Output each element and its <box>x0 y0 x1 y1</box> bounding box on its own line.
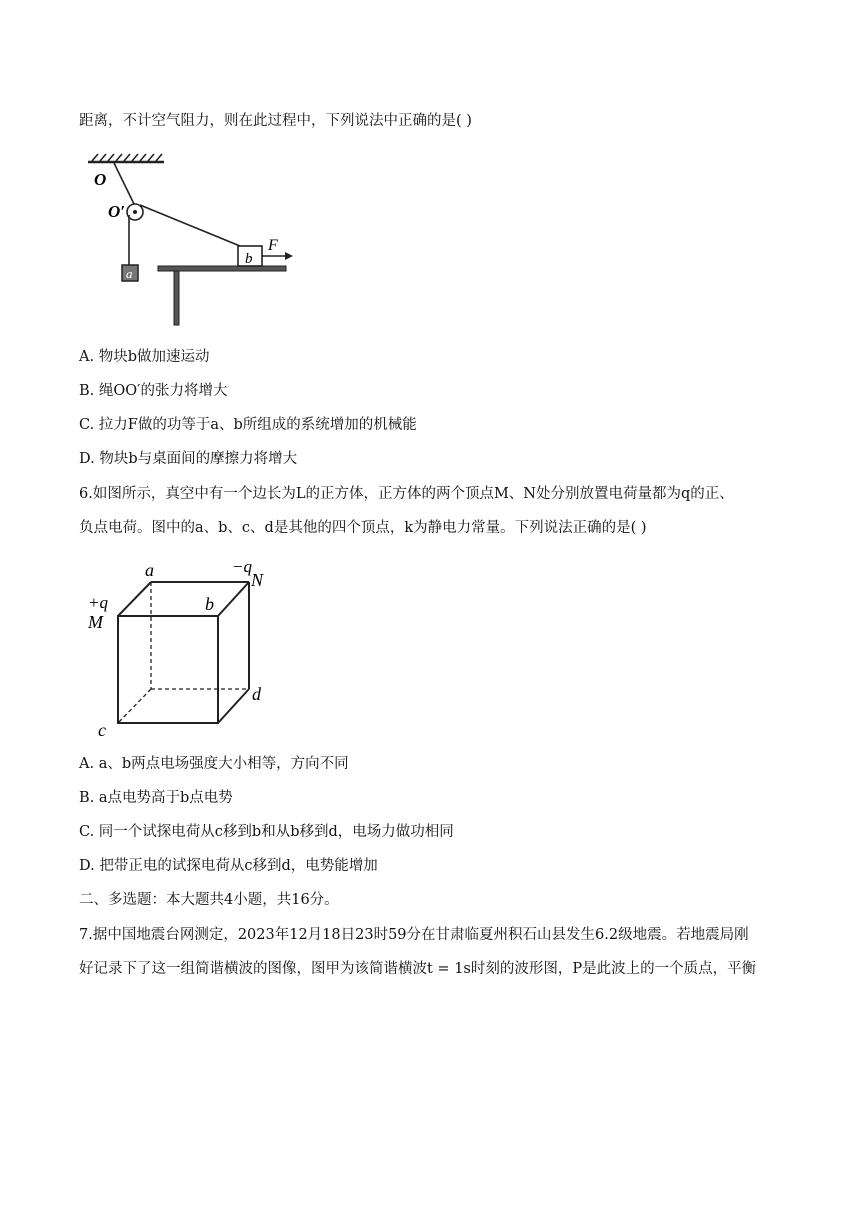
label-b: b <box>245 251 253 267</box>
label-vertex-d: d <box>252 684 261 704</box>
rope-oo-prime <box>114 163 135 206</box>
option-d: D. 物块b与桌面间的摩擦力将增大 <box>79 451 298 467</box>
section-heading-multiple-choice: 二、多选题：本大题共4小题，共16分。 <box>79 892 339 908</box>
q6-option-a: A. a、b两点电场强度大小相等，方向不同 <box>79 756 349 772</box>
force-arrowhead <box>285 252 293 260</box>
label-vertex-m: M <box>88 612 103 632</box>
q6-option-c: C. 同一个试探电荷从c移到b和从b移到d，电场力做功相同 <box>79 824 454 840</box>
question-stem-text: 距离，不计空气阻力，则在此过程中，下列说法中正确的是( ) <box>79 113 472 129</box>
label-vertex-a: a <box>145 560 154 580</box>
rope-to-b <box>140 205 240 246</box>
table-leg <box>174 271 179 325</box>
label-a: a <box>126 266 133 281</box>
q7-stem-line2: 好记录下了这一组简谐横波的图像，图甲为该简谐横波t = 1s时刻的波形图，P是此波上的一个质点，平衡 <box>79 961 757 977</box>
q6-stem-line2: 负点电荷。图中的a、b、c、d是其他的四个顶点，k为静电力常量。下列说法正确的是( ) <box>79 520 647 536</box>
option-a: A. 物块b做加速运动 <box>79 349 210 365</box>
pulley-diagram <box>82 150 307 330</box>
q7-stem-line1: 7.据中国地震台网测定，2023年12月18日23时59分在甘肃临夏州积石山县发生6.2级地震。若地震局刚 <box>79 927 749 943</box>
table-top <box>158 266 286 271</box>
label-o: O <box>94 170 107 189</box>
label-vertex-c: c <box>98 720 106 740</box>
label-vertex-n: N <box>251 570 264 590</box>
cube-visible-edges <box>118 582 249 723</box>
ceiling-hatch <box>92 154 162 161</box>
q6-option-b: B. a点电势高于b点电势 <box>79 790 233 806</box>
q6-option-d: D. 把带正电的试探电荷从c移到d，电势能增加 <box>79 858 378 874</box>
option-c: C. 拉力F做的功等于a、b所组成的系统增加的机械能 <box>79 417 417 433</box>
cube-diagram <box>84 556 284 746</box>
label-charge-plus-q: +q <box>88 593 108 612</box>
option-b: B. 绳OO′的张力将增大 <box>79 383 228 399</box>
label-charge-minus-q: −q <box>232 557 252 576</box>
label-vertex-b: b <box>205 594 214 614</box>
label-f: F <box>268 237 278 254</box>
q6-stem-line1: 6.如图所示，真空中有一个边长为L的正方体，正方体的两个顶点M、N处分别放置电荷量都为q的正、 <box>79 486 734 502</box>
label-o-prime: O′ <box>108 202 126 221</box>
